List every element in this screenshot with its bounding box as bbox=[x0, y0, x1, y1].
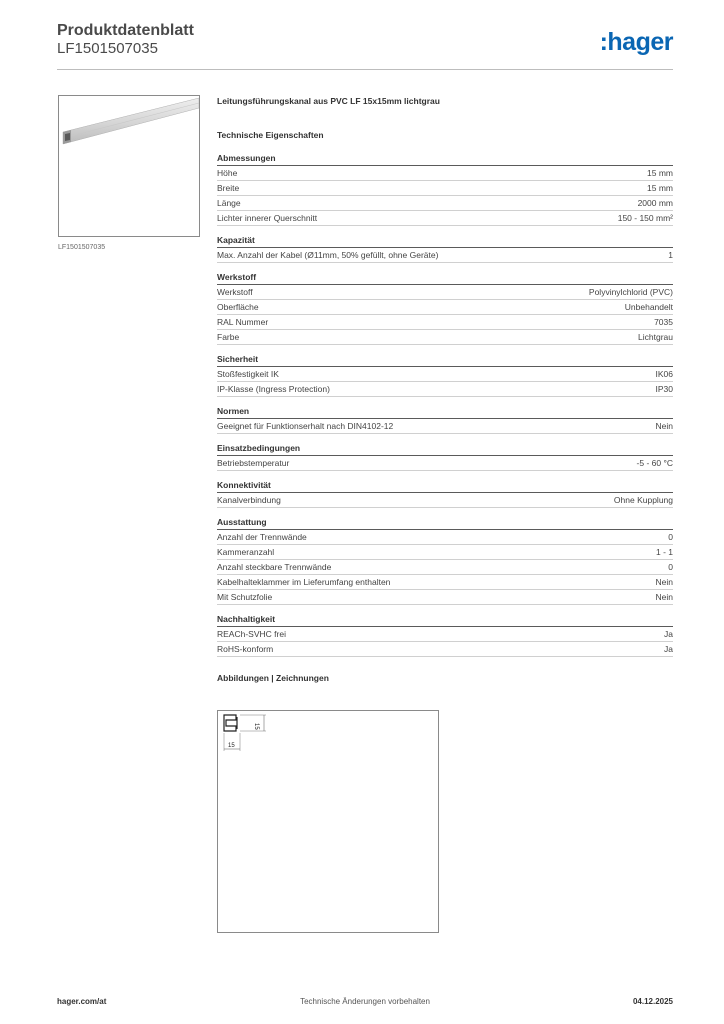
spec-value: 7035 bbox=[654, 317, 673, 327]
spec-section-title: Konnektivität bbox=[217, 479, 673, 493]
spec-label: Betriebstemperatur bbox=[217, 458, 290, 468]
spec-section bbox=[217, 613, 673, 657]
spec-row bbox=[217, 545, 673, 560]
spec-row bbox=[217, 196, 673, 211]
drawings-heading: Abbildungen | Zeichnungen bbox=[217, 673, 329, 683]
width-dimension-label: 15 bbox=[228, 743, 235, 749]
spec-row bbox=[217, 166, 673, 181]
spec-section-title: Normen bbox=[217, 405, 673, 419]
spec-value: Nein bbox=[655, 421, 673, 431]
spec-label: IP-Klasse (Ingress Protection) bbox=[217, 384, 330, 394]
spec-value: 15 mm bbox=[647, 183, 673, 193]
spec-label: Werkstoff bbox=[217, 287, 253, 297]
product-image bbox=[58, 95, 200, 237]
spec-section bbox=[217, 353, 673, 397]
spec-section bbox=[217, 234, 673, 263]
logo-colon: : bbox=[599, 28, 608, 56]
spec-label: Lichter innerer Querschnitt bbox=[217, 213, 318, 223]
spec-row bbox=[217, 181, 673, 196]
spec-value: Nein bbox=[655, 577, 673, 587]
spec-value: Ohne Kupplung bbox=[613, 495, 673, 505]
spec-value: 15 mm bbox=[647, 168, 673, 178]
spec-label: Stoßfestigkeit IK bbox=[217, 369, 279, 379]
spec-label: Länge bbox=[217, 198, 241, 208]
spec-label: Max. Anzahl der Kabel (Ø11mm, 50% gefüllt, ohne Geräte) bbox=[217, 250, 439, 260]
spec-row bbox=[217, 560, 673, 575]
page-header bbox=[57, 22, 673, 68]
spec-value: Ja bbox=[664, 644, 673, 654]
spec-label: Höhe bbox=[217, 168, 238, 178]
footer-website: hager.com/at bbox=[57, 997, 107, 1006]
spec-value: Unbehandelt bbox=[624, 302, 673, 312]
spec-section-title: Nachhaltigkeit bbox=[217, 613, 673, 627]
product-name: Leitungsführungskanal aus PVC LF 15x15mm lichtgrau bbox=[217, 96, 440, 106]
spec-section bbox=[217, 516, 673, 605]
spec-label: RAL Nummer bbox=[217, 317, 269, 327]
spec-value: IK06 bbox=[655, 369, 673, 379]
spec-value: 0 bbox=[668, 562, 673, 572]
spec-label: Oberfläche bbox=[217, 302, 259, 312]
spec-section-title: Ausstattung bbox=[217, 516, 673, 530]
product-details bbox=[217, 94, 673, 685]
spec-section-title: Kapazität bbox=[217, 234, 673, 248]
spec-row bbox=[217, 315, 673, 330]
spec-label: Geeignet für Funktionserhalt nach DIN4102-12 bbox=[217, 421, 394, 431]
spec-value: Nein bbox=[655, 592, 673, 602]
spec-row bbox=[217, 367, 673, 382]
page-footer bbox=[57, 997, 673, 1009]
spec-label: Anzahl steckbare Trennwände bbox=[217, 562, 332, 572]
profile-drawing bbox=[218, 711, 438, 932]
spec-value: 1 - 1 bbox=[655, 547, 673, 557]
spec-section bbox=[217, 442, 673, 471]
spec-label: REACh-SVHC frei bbox=[217, 629, 286, 639]
spec-label: Breite bbox=[217, 183, 240, 193]
spec-value: 150 - 150 mm² bbox=[617, 213, 673, 223]
technical-properties-heading: Technische Eigenschaften bbox=[217, 130, 324, 140]
header-divider bbox=[57, 69, 673, 70]
specification-sections bbox=[217, 152, 673, 657]
spec-label: Kammeranzahl bbox=[217, 547, 275, 557]
document-number: LF1501507035 bbox=[57, 40, 158, 57]
spec-value: 1 bbox=[668, 250, 673, 260]
spec-section bbox=[217, 271, 673, 345]
spec-row bbox=[217, 456, 673, 471]
spec-row bbox=[217, 493, 673, 508]
spec-section-title: Einsatzbedingungen bbox=[217, 442, 673, 456]
spec-section bbox=[217, 405, 673, 434]
product-image-caption: LF1501507035 bbox=[58, 244, 106, 251]
cable-duct-illustration bbox=[59, 96, 199, 236]
spec-row bbox=[217, 419, 673, 434]
logo-text: hager bbox=[607, 28, 673, 56]
spec-value: 2000 mm bbox=[637, 198, 673, 208]
spec-value: Polyvinylchlorid (PVC) bbox=[588, 287, 673, 297]
spec-section-title: Werkstoff bbox=[217, 271, 673, 285]
spec-section-title: Abmessungen bbox=[217, 152, 673, 166]
spec-section bbox=[217, 152, 673, 226]
document-title: Produktdatenblatt bbox=[57, 22, 194, 39]
spec-value: Lichtgrau bbox=[638, 332, 673, 342]
technical-drawing bbox=[217, 710, 439, 933]
spec-label: Kanalverbindung bbox=[217, 495, 281, 505]
spec-row bbox=[217, 382, 673, 397]
spec-row bbox=[217, 627, 673, 642]
footer-date: 04.12.2025 bbox=[632, 997, 673, 1006]
spec-row bbox=[217, 590, 673, 605]
spec-label: Kabelhalteklammer im Lieferumfang enthalten bbox=[217, 577, 391, 587]
spec-row bbox=[217, 330, 673, 345]
spec-row bbox=[217, 642, 673, 657]
spec-label: RoHS-konform bbox=[217, 644, 274, 654]
spec-label: Anzahl der Trennwände bbox=[217, 532, 307, 542]
footer-disclaimer: Technische Änderungen vorbehalten bbox=[300, 997, 430, 1006]
spec-row bbox=[217, 285, 673, 300]
spec-row bbox=[217, 530, 673, 545]
spec-row bbox=[217, 211, 673, 226]
spec-label: Mit Schutzfolie bbox=[217, 592, 273, 602]
spec-row bbox=[217, 248, 673, 263]
spec-value: Ja bbox=[664, 629, 673, 639]
spec-section bbox=[217, 479, 673, 508]
spec-label: Farbe bbox=[217, 332, 240, 342]
spec-value: 0 bbox=[668, 532, 673, 542]
spec-row bbox=[217, 575, 673, 590]
spec-row bbox=[217, 300, 673, 315]
spec-section-title: Sicherheit bbox=[217, 353, 673, 367]
spec-value: IP30 bbox=[655, 384, 673, 394]
hager-logo bbox=[600, 28, 673, 57]
spec-value: -5 - 60 °C bbox=[636, 458, 673, 468]
height-dimension-label: 15 bbox=[253, 723, 259, 730]
